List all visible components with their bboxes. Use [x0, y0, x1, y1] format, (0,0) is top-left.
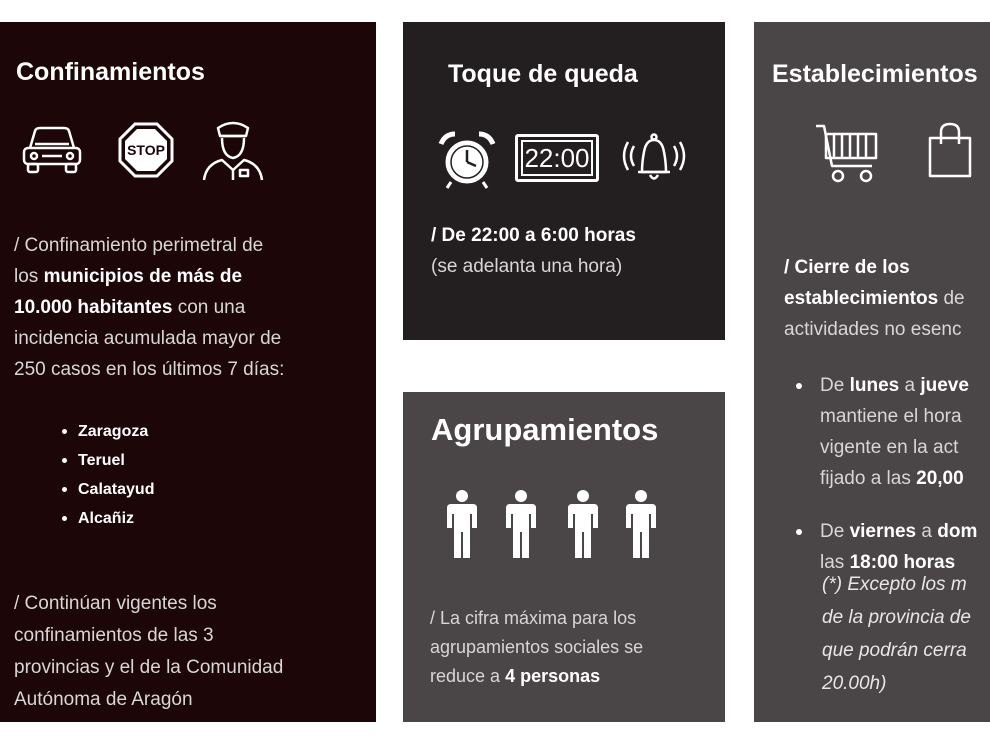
- schedule-line: De lunes a jueve: [820, 375, 969, 396]
- intro-line: 10.000 habitantes con una: [14, 297, 246, 318]
- schedule-line: las 18:00 horas: [820, 552, 956, 573]
- intro-line: incidencia acumulada mayor de: [14, 328, 282, 349]
- alarm-clock-icon: [437, 130, 497, 190]
- agr-line: agrupamientos sociales se: [430, 637, 644, 657]
- toque-title: Toque de queda: [448, 60, 638, 88]
- establecimientos-title: Establecimientos: [772, 60, 978, 88]
- toque-text: [431, 220, 711, 282]
- outro-line: provincias y el de la Comunidad: [14, 657, 284, 678]
- est-line: actividades no esenc: [784, 319, 962, 340]
- bell-ringing-icon: [621, 132, 687, 186]
- toque-de-queda-panel: [403, 22, 725, 340]
- stop-sign-icon: [118, 122, 174, 178]
- exception-note: [822, 568, 990, 700]
- est-line: / Cierre de los: [784, 257, 910, 278]
- person-icon: [568, 490, 598, 558]
- intro-line: los municipios de más de: [14, 266, 243, 287]
- person-icon: [447, 490, 477, 558]
- schedule-line: mantiene el hora: [820, 406, 962, 427]
- agrupamientos-panel: [403, 392, 725, 722]
- shopping-cart-icon: [814, 122, 882, 186]
- intro-line: 250 casos en los últimos 7 días:: [14, 359, 285, 380]
- agr-line: / La cifra máxima para los: [430, 608, 637, 628]
- weekday-schedule: [820, 370, 990, 494]
- agrupamientos-text: [430, 604, 720, 691]
- schedule-line: fijado a las 20,00: [820, 468, 964, 489]
- confinamientos-outro: [14, 588, 364, 716]
- person-icon: [506, 490, 536, 558]
- list-item: Calatayud: [58, 475, 154, 504]
- toque-note: (se adelanta una hora): [431, 256, 623, 277]
- note-line: 20.00h): [822, 673, 887, 694]
- schedule-line: De viernes a dom: [820, 521, 978, 542]
- confinamientos-intro: [14, 230, 364, 385]
- intro-line: / Confinamiento perimetral de: [14, 235, 264, 256]
- note-line: de la provincia de: [822, 607, 971, 628]
- stop-sign-text: STOP: [127, 142, 165, 158]
- agr-line: reduce a 4 personas: [430, 666, 601, 686]
- schedule-line: vigente en la act: [820, 437, 959, 458]
- agrupamientos-title: Agrupamientos: [431, 412, 659, 447]
- confinamientos-title: Confinamientos: [16, 58, 205, 86]
- police-officer-icon: [200, 118, 266, 182]
- shopping-bag-icon: [926, 122, 974, 178]
- digital-clock-display: 22:00: [521, 140, 593, 176]
- est-line: establecimientos de: [784, 288, 965, 309]
- outro-line: Autónoma de Aragón: [14, 689, 193, 710]
- car-icon: [20, 122, 84, 178]
- establecimientos-panel: [754, 22, 990, 722]
- confinamientos-panel: [0, 22, 376, 722]
- list-item: Zaragoza: [58, 417, 154, 446]
- list-item: Alcañiz: [58, 504, 154, 533]
- outro-line: / Continúan vigentes los: [14, 593, 217, 614]
- note-line: que podrán cerra: [822, 640, 967, 661]
- note-line: (*) Excepto los m: [822, 574, 967, 595]
- person-icon: [626, 490, 656, 558]
- municipios-list: [58, 417, 154, 533]
- list-item: Teruel: [58, 446, 154, 475]
- outro-line: confinamientos de las 3: [14, 625, 214, 646]
- digital-clock-icon: [515, 134, 599, 182]
- establecimientos-intro: [784, 252, 990, 345]
- toque-hours: / De 22:00 a 6:00 horas: [431, 225, 636, 246]
